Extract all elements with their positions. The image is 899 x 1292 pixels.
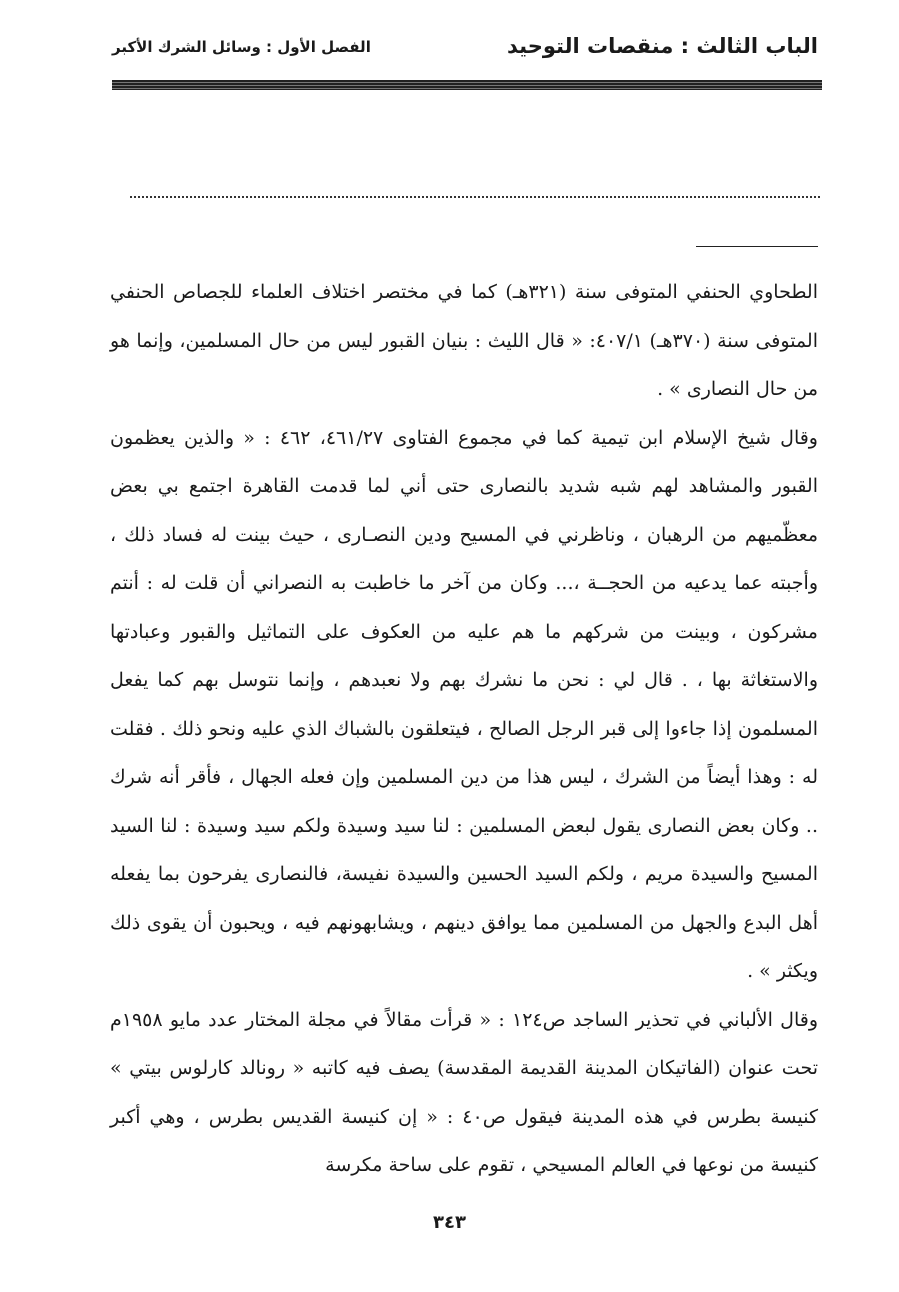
- paragraph-3: وقال الألباني في تحذير الساجد ص١٢٤ : « قرأت مقالاً في مجلة المختار عدد مايو ١٩٥٨م تحت عنوان (الفاتيكان المدينة القديمة المقدسة) يصف فيه كاتبه « رونالد كارلوس بيتي » كنيسة بطرس في هذه المدينة فيقول ص٤٠ : « إن كنيسة القديس بطرس ، وهي أكبر كنيسة من نوعها في العالم المسيحي ، تقوم على ساحة مكرسة: [110, 1008, 819, 1176]
- paragraph-1: الطحاوي الحنفي المتوفى سنة (٣٢١هـ) كما في مختصر اختلاف العلماء للجصاص الحنفي المتوفى سنة (٣٧٠هـ) ٤٠٧/١: « قال الليث : بنيان القبور ليس من حال المسلمين، وإنما هو من حال النصارى » .: [110, 281, 818, 400]
- paragraph-2: وقال شيخ الإسلام ابن تيمية كما في مجموع الفتاوى ٤٦١/٢٧، ٤٦٢ : « والذين يعظمون القبور والمشاهد لهم شبه شديد بالنصارى حتى أني لما قدمت القاهرة اجتمع بي بعض معظّميهم من الرهبان ، وناظرني في المسيح ودين النصـارى ، حيث بينت له فساد ذلك ، وأجبته عما يدعيه من الحجــة ،... وكان من آخر ما خاطبت به النصراني أن قلت له : أنتم مشركون ، وبينت من شركهم ما هم عليه من العكوف على التماثيل والقبور وعبادتها والاستغاثة بها ، . قال لي : نحن ما نشرك بهم ولا نعبدهم ، وإنما نتوسل بهم كما يفعل المسلمون إذا جاءوا إلى قبر الرجل الصالح ، فيتعلقون بالشباك الذي عليه ونحو ذلك . فقلت له : وهذا أيضاً من الشرك ، ليس هذا من دين المسلمين وإن فعله الجهال ، فأقر أنه شرك .. وكان بعض النصارى يقول لبعض المسلمين : لنا سيد وسيدة ولكم سيد وسيدة : لنا السيد المسيح والسيدة مريم ، ولكم السيد الحسين والسيدة نفيسة، فالنصارى يفرحون بما يفعله أهل البدع والجهل من المسلمين مما يوافق دينهم ، ويشابهونهم فيه ، ويحبون أن يقوى ذلك ويكثر » .: [110, 426, 818, 982]
- body-text: [110, 268, 818, 1190]
- running-header: [112, 30, 818, 70]
- section-title: الفصل الأول : وسائل الشرك الأكبر: [112, 38, 371, 56]
- footnote-rule: [696, 246, 818, 247]
- page-number: ٣٤٣: [433, 1212, 466, 1233]
- dotted-separator: [130, 196, 820, 198]
- header-rule: [112, 80, 822, 90]
- chapter-title: الباب الثالث : منقصات التوحيد: [507, 34, 818, 58]
